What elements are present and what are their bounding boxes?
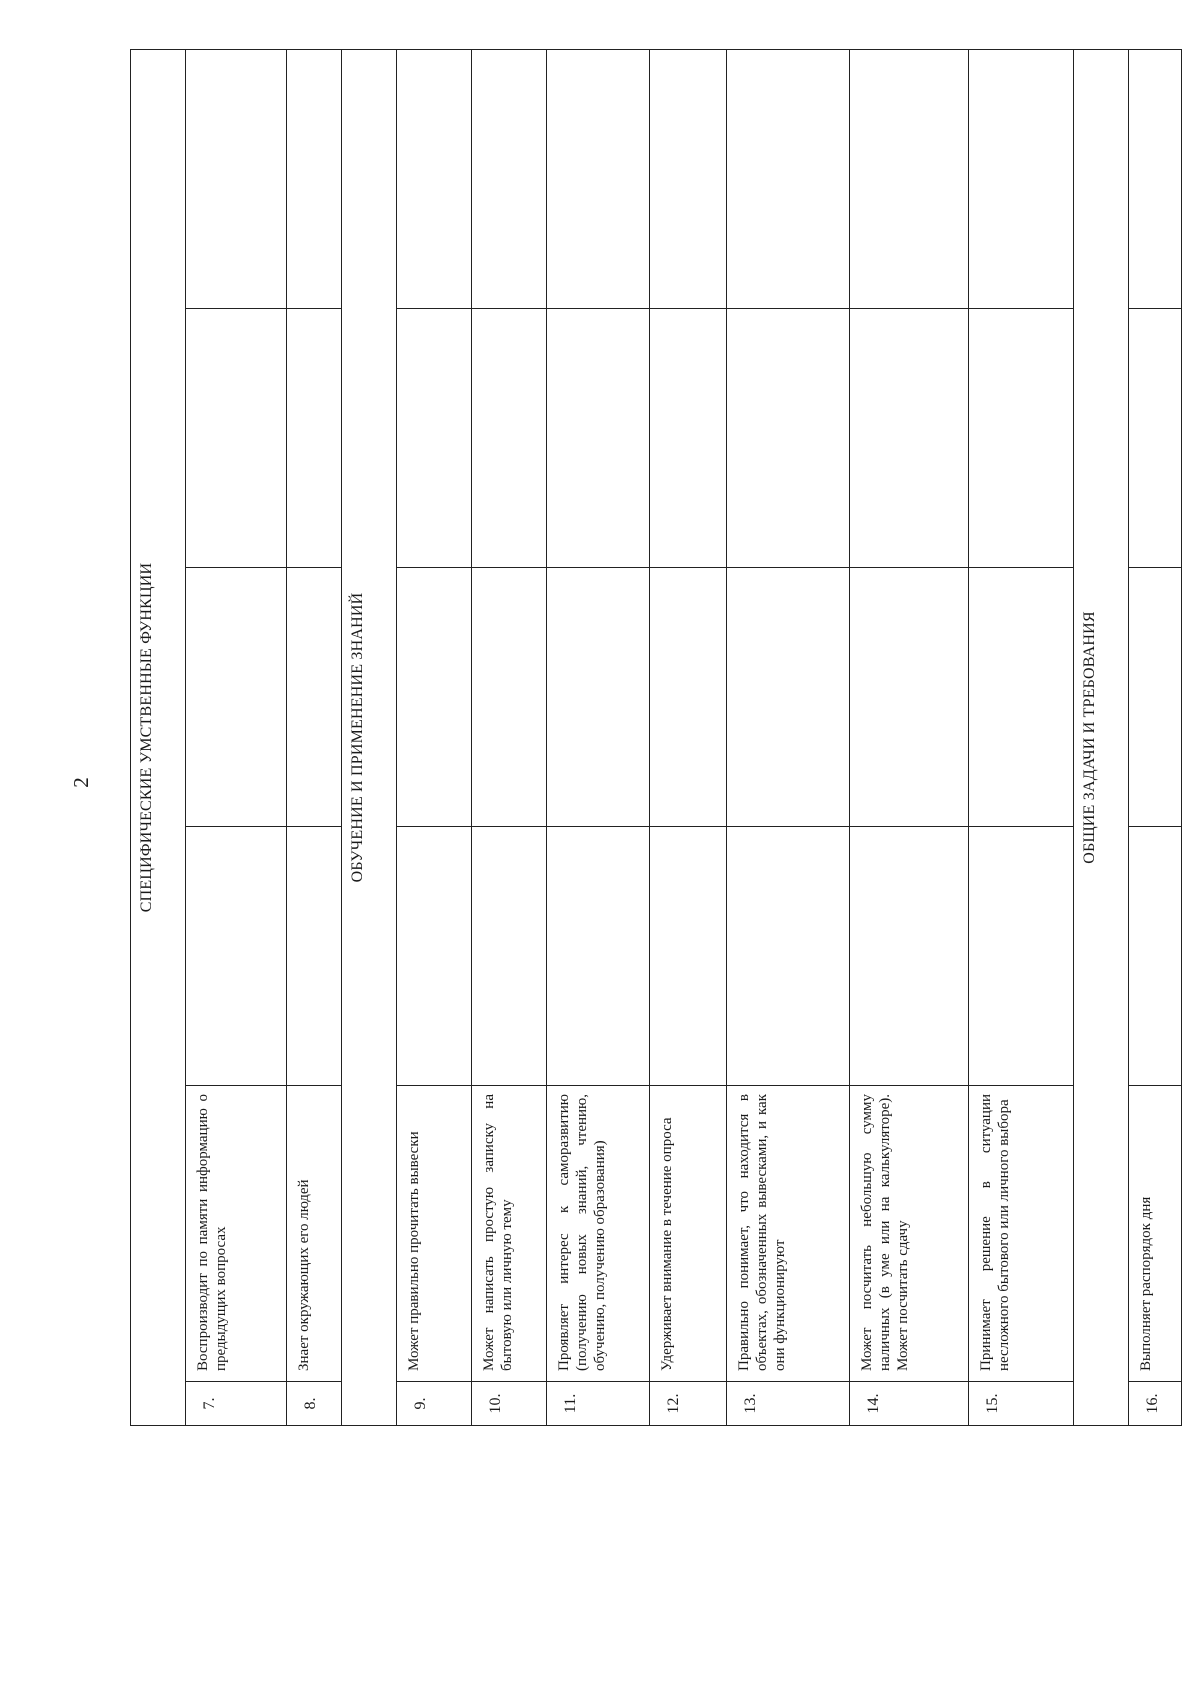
rating-cell bbox=[727, 49, 850, 308]
rating-cell bbox=[287, 49, 342, 308]
rating-cell bbox=[472, 827, 547, 1086]
row-number: 14. bbox=[850, 1382, 969, 1426]
section-row-general bbox=[1074, 49, 1129, 1425]
row-number: 7. bbox=[186, 1382, 287, 1426]
rating-cell bbox=[397, 568, 472, 827]
section-heading-specific: СПЕЦИФИЧЕСКИЕ УМСТВЕННЫЕ ФУНКЦИИ bbox=[131, 49, 186, 1425]
table-row bbox=[186, 49, 287, 1425]
row-description: Знает окружающих его людей bbox=[287, 1086, 342, 1382]
row-description: Может правильно прочитать вывески bbox=[397, 1086, 472, 1382]
row-description: Проявляет интерес к саморазвитию (получению новых знаний, чтению, обучению, получению образования) bbox=[547, 1086, 650, 1382]
rating-cell bbox=[547, 568, 650, 827]
rating-cell bbox=[969, 309, 1074, 568]
rating-cell bbox=[397, 49, 472, 308]
rating-cell bbox=[650, 309, 727, 568]
rating-cell bbox=[547, 49, 650, 308]
row-number: 10. bbox=[472, 1382, 547, 1426]
rotated-table-frame bbox=[130, 50, 1161, 1426]
row-description: Выполняет распорядок дня bbox=[1129, 1086, 1182, 1382]
rating-cell bbox=[472, 568, 547, 827]
table-row bbox=[969, 49, 1074, 1425]
rating-cell bbox=[186, 309, 287, 568]
row-description: Удерживает внимание в течение опроса bbox=[650, 1086, 727, 1382]
rating-cell bbox=[287, 309, 342, 568]
table-row bbox=[397, 49, 472, 1425]
rating-cell bbox=[472, 49, 547, 308]
table-row bbox=[472, 49, 547, 1425]
section-row-specific bbox=[131, 49, 186, 1425]
rating-cell bbox=[547, 827, 650, 1086]
rating-cell bbox=[287, 827, 342, 1086]
rating-cell bbox=[850, 309, 969, 568]
rating-cell bbox=[397, 827, 472, 1086]
section-heading-learning: ОБУЧЕНИЕ И ПРИМЕНЕНИЕ ЗНАНИЙ bbox=[342, 49, 397, 1425]
row-description: Может написать простую записку на бытовую или личную тему bbox=[472, 1086, 547, 1382]
row-number: 8. bbox=[287, 1382, 342, 1426]
table-row bbox=[547, 49, 650, 1425]
rating-cell bbox=[287, 568, 342, 827]
rating-cell bbox=[1129, 309, 1182, 568]
rating-cell bbox=[727, 568, 850, 827]
rating-cell bbox=[186, 827, 287, 1086]
rating-cell bbox=[1129, 568, 1182, 827]
rating-cell bbox=[850, 827, 969, 1086]
rating-cell bbox=[186, 49, 287, 308]
row-number: 11. bbox=[547, 1382, 650, 1426]
section-row-learning bbox=[342, 49, 397, 1425]
rating-cell bbox=[969, 568, 1074, 827]
rating-cell bbox=[472, 309, 547, 568]
row-number: 16. bbox=[1129, 1382, 1182, 1426]
table-row bbox=[850, 49, 969, 1425]
row-number: 13. bbox=[727, 1382, 850, 1426]
rating-cell bbox=[650, 49, 727, 308]
row-number: 12. bbox=[650, 1382, 727, 1426]
rating-cell bbox=[850, 49, 969, 308]
rating-cell bbox=[1129, 49, 1182, 308]
row-description: Может посчитать небольшую сумму наличных (в уме или на калькуляторе). Может посчитать сдачу bbox=[850, 1086, 969, 1382]
row-description: Принимает решение в ситуации несложного бытового или личного выбора bbox=[969, 1086, 1074, 1382]
table-row bbox=[727, 49, 850, 1425]
row-description: Правильно понимает, что находится в объектах, обозначенных вывесками, и как они функционируют bbox=[727, 1086, 850, 1382]
rating-cell bbox=[650, 568, 727, 827]
rating-cell bbox=[397, 309, 472, 568]
rating-cell bbox=[969, 827, 1074, 1086]
section-heading-general: ОБЩИЕ ЗАДАЧИ И ТРЕБОВАНИЯ bbox=[1074, 49, 1129, 1425]
row-number: 15. bbox=[969, 1382, 1074, 1426]
rating-cell bbox=[969, 49, 1074, 308]
rating-cell bbox=[850, 568, 969, 827]
rating-cell bbox=[1129, 827, 1182, 1086]
row-description: Воспроизводит по памяти информацию о предыдущих вопросах bbox=[186, 1086, 287, 1382]
table-row bbox=[650, 49, 727, 1425]
row-number: 9. bbox=[397, 1382, 472, 1426]
rating-cell bbox=[186, 568, 287, 827]
rating-cell bbox=[727, 309, 850, 568]
table-row bbox=[1129, 49, 1182, 1425]
rating-cell bbox=[650, 827, 727, 1086]
assessment-table bbox=[130, 49, 1182, 1426]
rotated-table-content bbox=[130, 50, 1161, 1426]
rating-cell bbox=[547, 309, 650, 568]
table-row bbox=[287, 49, 342, 1425]
rating-cell bbox=[727, 827, 850, 1086]
page-number: 2 bbox=[68, 777, 93, 788]
